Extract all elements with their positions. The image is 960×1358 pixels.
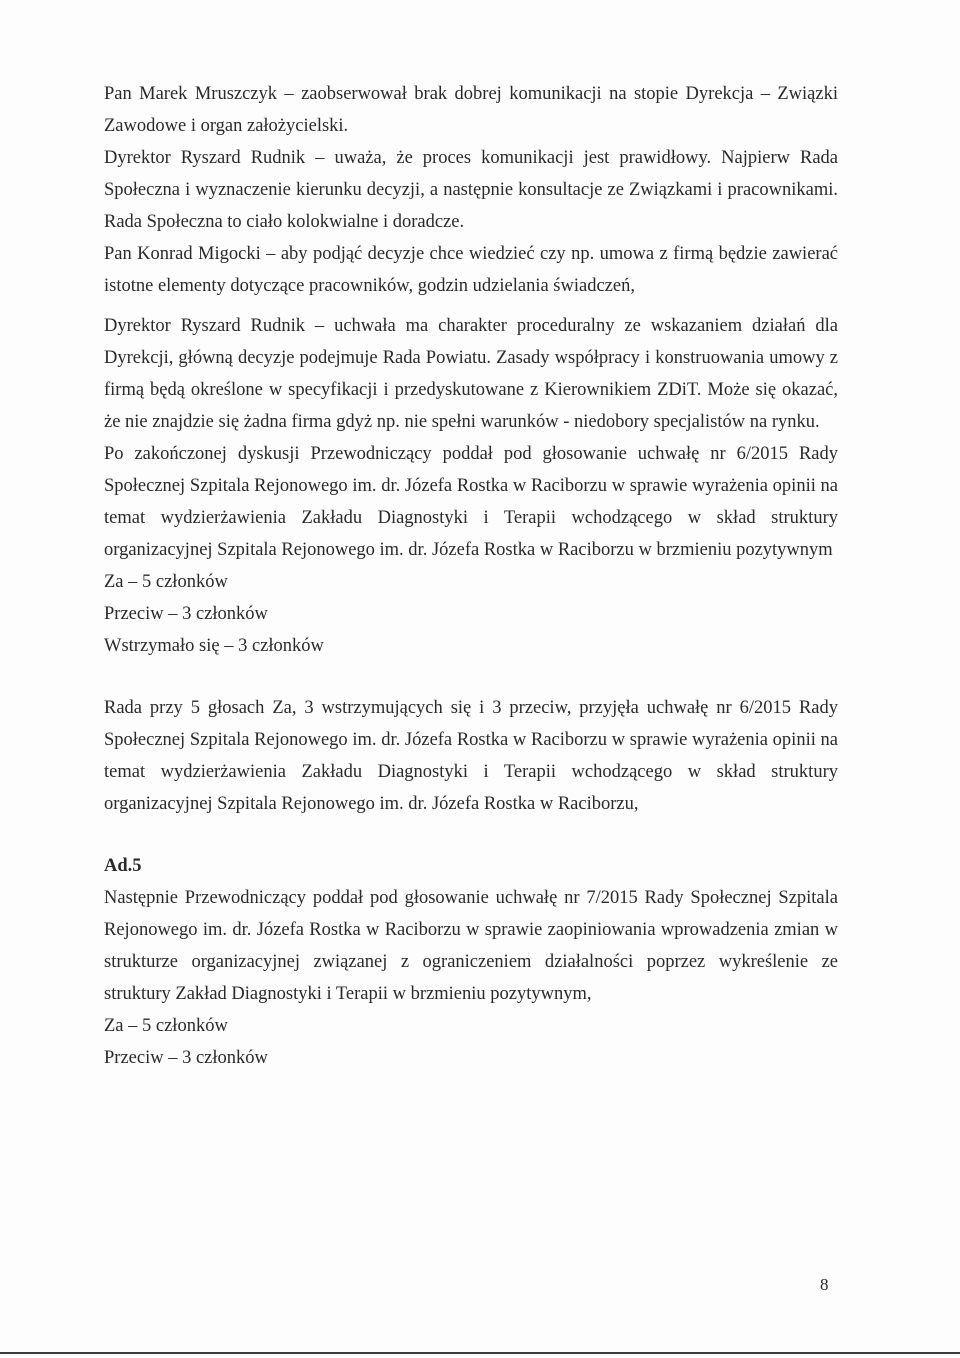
section-heading: Ad.5: [104, 856, 142, 876]
paragraph-vote-intro-1: Po zakończonej dyskusji Przewodniczący poddał pod głosowanie uchwałę nr 6/2015 Rady Społecznej Szpitala Rejonowego im. dr. Józefa Rostka w Raciborzu w sprawie wyrażenia opinii na temat wydzierżawienia Zakładu Diagnostyki i Terapii wchodzącego w skład struktury organizacyjnej Szpitala Rejonowego im. dr. Józefa Rostka w Raciborzu w brzmieniu pozytywnym: [104, 444, 838, 560]
vote1-wstrzymalo: Wstrzymało się – 3 członków: [104, 636, 324, 656]
page-number: 8: [820, 1275, 829, 1294]
vote2-za: Za – 5 członków: [104, 1016, 228, 1036]
paragraph-resolution-6: Rada przy 5 głosach Za, 3 wstrzymujących się i 3 przeciw, przyjęła uchwałę nr 6/2015 Rady Społecznej Szpitala Rejonowego im. dr. Józefa Rostka w Raciborzu w sprawie wyrażenia opinii na temat wydzierżawienia Zakładu Diagnostyki i Terapii wchodzącego w skład struktury organizacyjnej Szpitala Rejonowego im. dr. Józefa Rostka w Raciborzu,: [104, 698, 838, 814]
spacer: [104, 302, 838, 310]
spacer: [104, 662, 838, 692]
paragraph-rudnik-2: Dyrektor Ryszard Rudnik – uchwała ma charakter proceduralny ze wskazaniem działań dla Dyrekcji, główną decyzje podejmuje Rada Powiatu. Zasady współpracy i konstruowania umowy z firmą będą określone w specyfikacji i przedyskutowane z Kierownikiem ZDiT. Może się okazać, że nie znajdzie się żadna firma gdyż np. nie spełni warunków - niedobory specjalistów na rynku.: [104, 316, 838, 432]
vote2-przeciw: Przeciw – 3 członków: [104, 1048, 268, 1068]
paragraph-resolution-7: Następnie Przewodniczący poddał pod głosowanie uchwałę nr 7/2015 Rady Społecznej Szpitala Rejonowego im. dr. Józefa Rostka w Raciborzu w sprawie zaopiniowania wprowadzenia zmian w strukturze organizacyjnej związanej z ograniczeniem działalności poprzez wykreślenie ze struktury Zakład Diagnostyki i Terapii w brzmieniu pozytywnym,: [104, 888, 838, 1004]
scan-edge-line: [0, 1352, 960, 1354]
vote1-przeciw: Przeciw – 3 członków: [104, 604, 268, 624]
paragraph-mruszczyk: Pan Marek Mruszczyk – zaobserwował brak dobrej komunikacji na stopie Dyrekcja – Związki Zawodowe i organ założycielski.: [104, 84, 838, 136]
paragraph-rudnik-1: Dyrektor Ryszard Rudnik – uważa, że proces komunikacji jest prawidłowy. Najpierw Rada Społeczna i wyznaczenie kierunku decyzji, a następnie konsultacje ze Związkami i pracownikami. Rada Społeczna to ciało kolokwialne i doradcze.: [104, 148, 838, 232]
vote1-za: Za – 5 członków: [104, 572, 228, 592]
paragraph-migocki: Pan Konrad Migocki – aby podjąć decyzje chce wiedzieć czy np. umowa z firmą będzie zawierać istotne elementy dotyczące pracowników, godzin udzielania świadczeń,: [104, 244, 838, 296]
document-body: [104, 78, 838, 1074]
spacer: [104, 820, 838, 850]
